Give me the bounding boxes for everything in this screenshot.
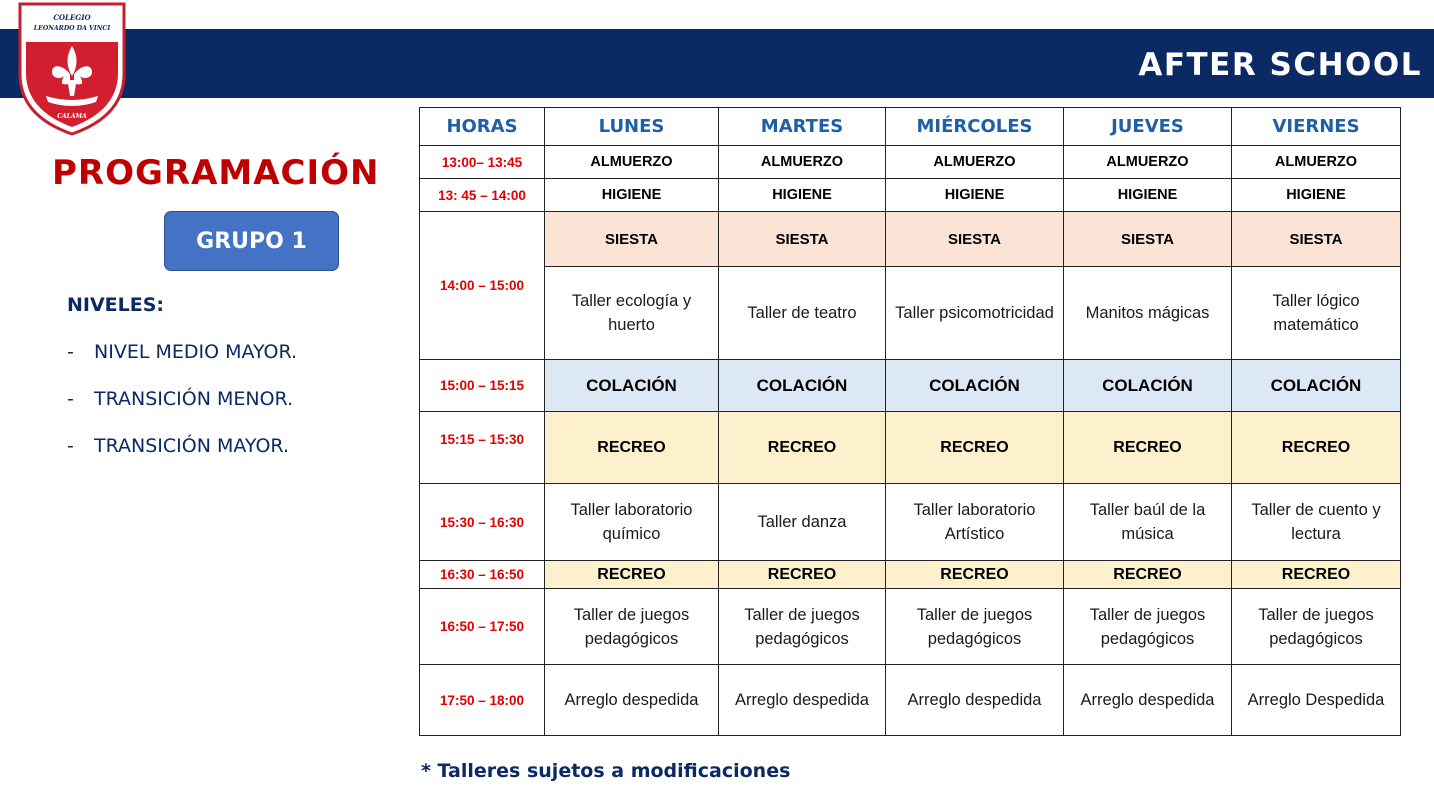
col-header-miercoles: MIÉRCOLES [886,108,1064,146]
taller-cell: Taller lógico matemático [1232,267,1401,360]
colacion-cell: COLACIÓN [886,360,1064,412]
taller-cell: Arreglo Despedida [1232,665,1401,736]
list-dash: - [67,388,74,410]
table-row [420,360,1401,412]
table-row [420,589,1401,665]
taller-cell: Taller de juegos pedagógicos [545,589,719,665]
schedule-cell: HIGIENE [545,179,719,212]
table-row [420,267,1401,360]
list-dash: - [67,341,74,363]
taller-cell: Taller laboratorio Artístico [886,484,1064,561]
taller-cell: Taller de juegos pedagógicos [886,589,1064,665]
taller-cell: Taller de cuento y lectura [1232,484,1401,561]
header-title: AFTER SCHOOL [1138,47,1422,83]
taller-cell: Taller laboratorio químico [545,484,719,561]
recreo-cell: RECREO [886,412,1064,484]
recreo-cell: RECREO [1064,561,1232,589]
time-cell: 13: 45 – 14:00 [420,179,545,212]
taller-cell: Manitos mágicas [1064,267,1232,360]
table-row [420,412,1401,484]
table-row [420,665,1401,736]
table-row [420,179,1401,212]
time-cell: 15:30 – 16:30 [420,484,545,561]
recreo-cell: RECREO [719,561,886,589]
logo-text-city: CALAMA [57,113,87,120]
taller-cell: Arreglo despedida [1064,665,1232,736]
table-row [420,146,1401,179]
table-row [420,484,1401,561]
table-header-row [420,108,1401,146]
time-cell: 15:15 – 15:30 [420,412,545,484]
niveles-label: NIVELES: [67,294,165,316]
taller-cell: Taller de juegos pedagógicos [719,589,886,665]
nivel-label: NIVEL MEDIO MAYOR. [94,341,298,363]
colacion-cell: COLACIÓN [545,360,719,412]
taller-cell: Taller baúl de la música [1064,484,1232,561]
logo-text-colegio: COLEGIO [53,13,91,22]
schedule-cell: HIGIENE [719,179,886,212]
school-crest-logo [16,0,128,136]
colacion-cell: COLACIÓN [719,360,886,412]
group-1-button[interactable]: GRUPO 1 [164,211,339,271]
taller-cell: Arreglo despedida [886,665,1064,736]
nivel-item [67,388,293,410]
nivel-item [67,435,289,457]
recreo-cell: RECREO [1232,561,1401,589]
time-cell: 15:00 – 15:15 [420,360,545,412]
recreo-cell: RECREO [1232,412,1401,484]
colacion-cell: COLACIÓN [1232,360,1401,412]
recreo-cell: RECREO [545,412,719,484]
schedule-cell: ALMUERZO [545,146,719,179]
time-cell: 16:30 – 16:50 [420,561,545,589]
schedule-cell: HIGIENE [1064,179,1232,212]
siesta-cell: SIESTA [886,212,1064,267]
time-cell: 17:50 – 18:00 [420,665,545,736]
taller-cell: Taller psicomotricidad [886,267,1064,360]
recreo-cell: RECREO [1064,412,1232,484]
col-header-martes: MARTES [719,108,886,146]
siesta-cell: SIESTA [719,212,886,267]
time-cell: 13:00– 13:45 [420,146,545,179]
schedule-cell: HIGIENE [886,179,1064,212]
footnote: * Talleres sujetos a modificaciones [421,760,791,782]
taller-cell: Taller de juegos pedagógicos [1064,589,1232,665]
recreo-cell: RECREO [545,561,719,589]
list-dash: - [67,435,74,457]
schedule-cell: HIGIENE [1232,179,1401,212]
logo-text-name: LEONARDO DA VINCI [33,25,111,32]
recreo-cell: RECREO [719,412,886,484]
taller-cell: Arreglo despedida [719,665,886,736]
time-cell: 16:50 – 17:50 [420,589,545,665]
taller-cell: Taller de teatro [719,267,886,360]
recreo-cell: RECREO [886,561,1064,589]
time-cell: 14:00 – 15:00 [420,212,545,360]
col-header-lunes: LUNES [545,108,719,146]
col-header-viernes: VIERNES [1232,108,1401,146]
taller-cell: Taller de juegos pedagógicos [1232,589,1401,665]
table-row [420,212,1401,267]
schedule-cell: ALMUERZO [719,146,886,179]
taller-cell: Taller danza [719,484,886,561]
colacion-cell: COLACIÓN [1064,360,1232,412]
page-title: PROGRAMACIÓN [52,153,380,193]
siesta-cell: SIESTA [1232,212,1401,267]
siesta-cell: SIESTA [545,212,719,267]
nivel-label: TRANSICIÓN MENOR. [94,388,294,410]
siesta-cell: SIESTA [1064,212,1232,267]
col-header-horas: HORAS [420,108,545,146]
schedule-cell: ALMUERZO [1232,146,1401,179]
taller-cell: Taller ecología y huerto [545,267,719,360]
taller-cell: Arreglo despedida [545,665,719,736]
nivel-item [67,341,297,363]
schedule-cell: ALMUERZO [886,146,1064,179]
schedule-cell: ALMUERZO [1064,146,1232,179]
col-header-jueves: JUEVES [1064,108,1232,146]
table-row [420,561,1401,589]
nivel-label: TRANSICIÓN MAYOR. [94,435,289,457]
schedule-table [419,107,1401,736]
